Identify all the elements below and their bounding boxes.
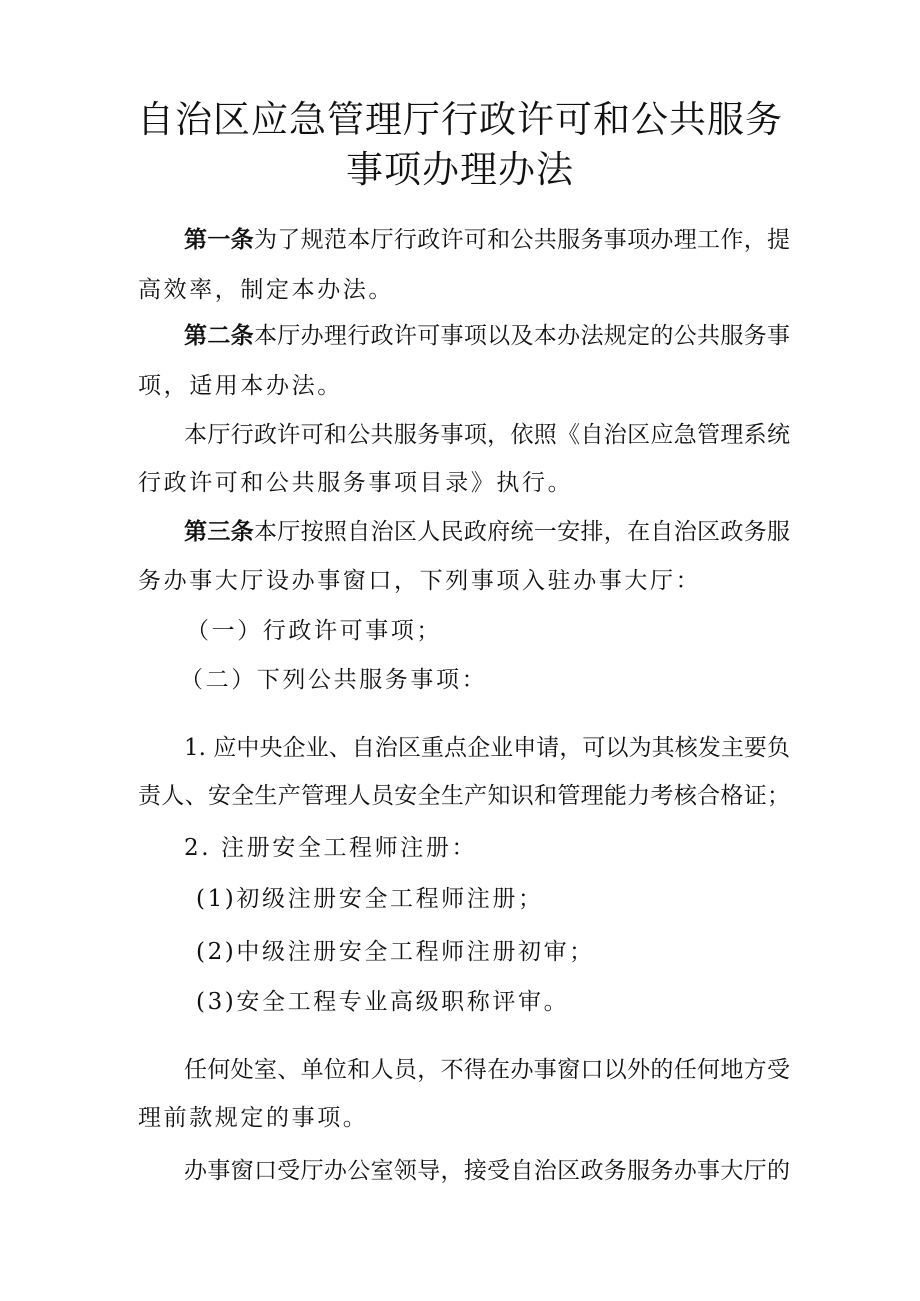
article-2-line-2: 项，适用本办法。 — [138, 373, 343, 399]
article-3-item-2: （二）下列公共服务事项： — [180, 667, 488, 693]
article-1-line-2: 高效率，制定本办法。 — [138, 277, 394, 303]
article-1-text-1: 为了规范本厅行政许可和公共服务事项办理工作，提 — [253, 227, 791, 253]
article-3-text-1: 本厅按照自治区人民政府统一安排，在自治区政务服 — [253, 519, 791, 545]
article-3-line-1 — [184, 518, 790, 546]
article-3-sub-2: 2. 注册安全工程师注册： — [184, 835, 478, 861]
article-3-window-line-1: 办事窗口受厅办公室领导，接受自治区政务服务办事大厅的 — [184, 1158, 790, 1184]
article-2-heading: 第二条 — [184, 323, 254, 349]
article-2-para-2-line-1: 本厅行政许可和公共服务事项，依照《自治区应急管理系统 — [184, 422, 790, 448]
article-1-line-1 — [184, 226, 790, 254]
article-3-restriction-line-1: 任何处室、单位和人员，不得在办事窗口以外的任何地方受 — [184, 1057, 790, 1083]
article-3-sub-1-line-2: 责人、安全生产管理人员安全生产知识和管理能力考核合格证； — [138, 783, 790, 809]
article-1-heading: 第一条 — [184, 227, 254, 253]
article-3-line-2: 务办事大厅设办事窗口，下列事项入驻办事大厅： — [138, 568, 702, 594]
article-3-sub-2-a: (1)初级注册安全工程师注册； — [196, 886, 544, 912]
article-3-item-1: （一）行政许可事项； — [186, 618, 442, 644]
document-title-line-1: 自治区应急管理厅行政许可和公共服务 — [137, 98, 783, 141]
article-2-para-2-line-2: 行政许可和公共服务事项目录》执行。 — [138, 470, 574, 496]
document-title-line-2: 事项办理办法 — [346, 148, 574, 191]
article-2-text-1: 本厅办理行政许可事项以及本办法规定的公共服务事 — [253, 323, 791, 349]
article-3-heading: 第三条 — [184, 519, 254, 545]
article-3-sub-2-b: (2)中级注册安全工程师注册初审； — [196, 939, 595, 965]
article-3-restriction-line-2: 理前款规定的事项。 — [138, 1105, 369, 1131]
article-3-sub-2-c: (3)安全工程专业高级职称评审。 — [196, 989, 570, 1015]
article-3-sub-1-line-1: 1. 应中央企业、自治区重点企业申请，可以为其核发主要负 — [184, 735, 790, 761]
article-2-line-1 — [184, 322, 790, 350]
